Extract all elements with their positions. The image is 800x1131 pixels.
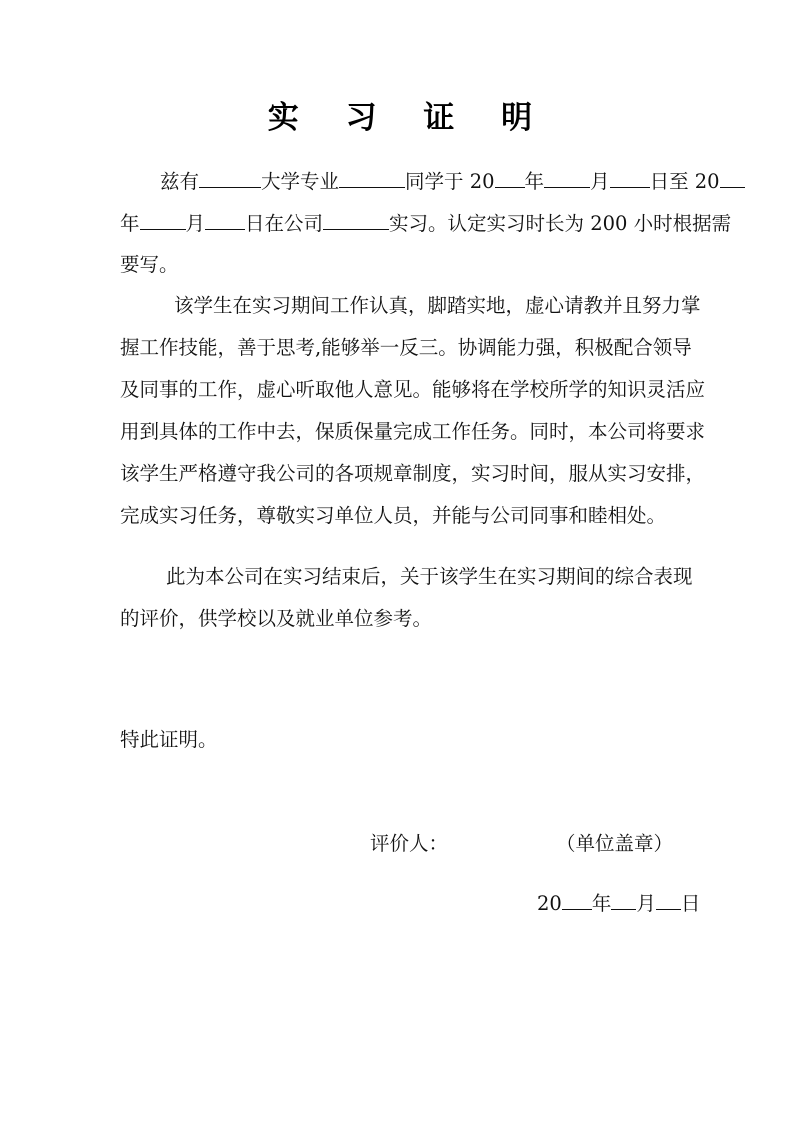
evaluator-label: 评价人： — [370, 832, 449, 855]
company-blank — [323, 210, 389, 230]
major-blank — [339, 168, 405, 188]
intro-text: 兹有 — [160, 170, 200, 193]
date-prefix: 20 — [537, 892, 562, 915]
date-day: 日 — [680, 892, 701, 915]
intro-text: 日在公司 — [245, 212, 324, 235]
end-month-blank — [140, 210, 186, 230]
start-day-blank — [610, 168, 650, 188]
closing-text: 特此证明。 — [120, 728, 218, 751]
intro-line-1 — [160, 168, 745, 194]
end-day-blank — [205, 210, 245, 230]
body-line: 完成实习任务，尊敬实习单位人员，并能与公司同事和睦相处。 — [120, 504, 667, 527]
body-line: 该学生严格遵守我公司的各项规章制度，实习时间，服从实习安排， — [120, 462, 706, 485]
document-title: 实 习 证 明 — [267, 100, 551, 136]
intro-line-2 — [120, 210, 731, 236]
university-blank — [199, 168, 261, 188]
intro-text: 月 — [185, 212, 206, 235]
start-month-blank — [544, 168, 590, 188]
start-year-blank — [495, 168, 525, 188]
intro-line-3 — [120, 252, 179, 278]
intro-text: 实习。认定实习时长为 200 小时根据需 — [389, 212, 732, 235]
seal-label: （单位盖章） — [556, 832, 674, 855]
evaluation-line: 的评价，供学校以及就业单位参考。 — [120, 607, 433, 630]
date-year: 年 — [591, 892, 612, 915]
date-day-blank — [656, 890, 681, 910]
date-month-blank — [611, 890, 636, 910]
intro-text: 同学于 20 — [405, 170, 495, 193]
body-line: 用到具体的工作中去，保质保量完成工作任务。同时，本公司将要求 — [120, 420, 706, 443]
signature-date — [537, 890, 700, 916]
body-line: 及同事的工作，虚心听取他人意见。能够将在学校所学的知识灵活应 — [120, 378, 706, 401]
end-year-blank — [720, 168, 745, 188]
intro-text: 年 — [120, 212, 140, 235]
evaluation-line: 此为本公司在实习结束后，关于该学生在实习期间的综合表现 — [166, 565, 693, 588]
intro-text: 要写。 — [120, 253, 179, 276]
body-line: 该学生在实习期间工作认真，脚踏实地，虚心请教并且努力掌 — [174, 294, 701, 317]
intro-text: 年 — [524, 170, 545, 193]
body-line: 握工作技能，善于思考,能够举一反三。协调能力强，积极配合领导 — [120, 336, 692, 359]
intro-text: 月 — [590, 170, 610, 193]
date-year-blank — [562, 890, 592, 910]
intro-text: 大学专业 — [261, 170, 340, 193]
date-month: 月 — [636, 892, 656, 915]
intro-text: 日至 20 — [649, 170, 720, 193]
